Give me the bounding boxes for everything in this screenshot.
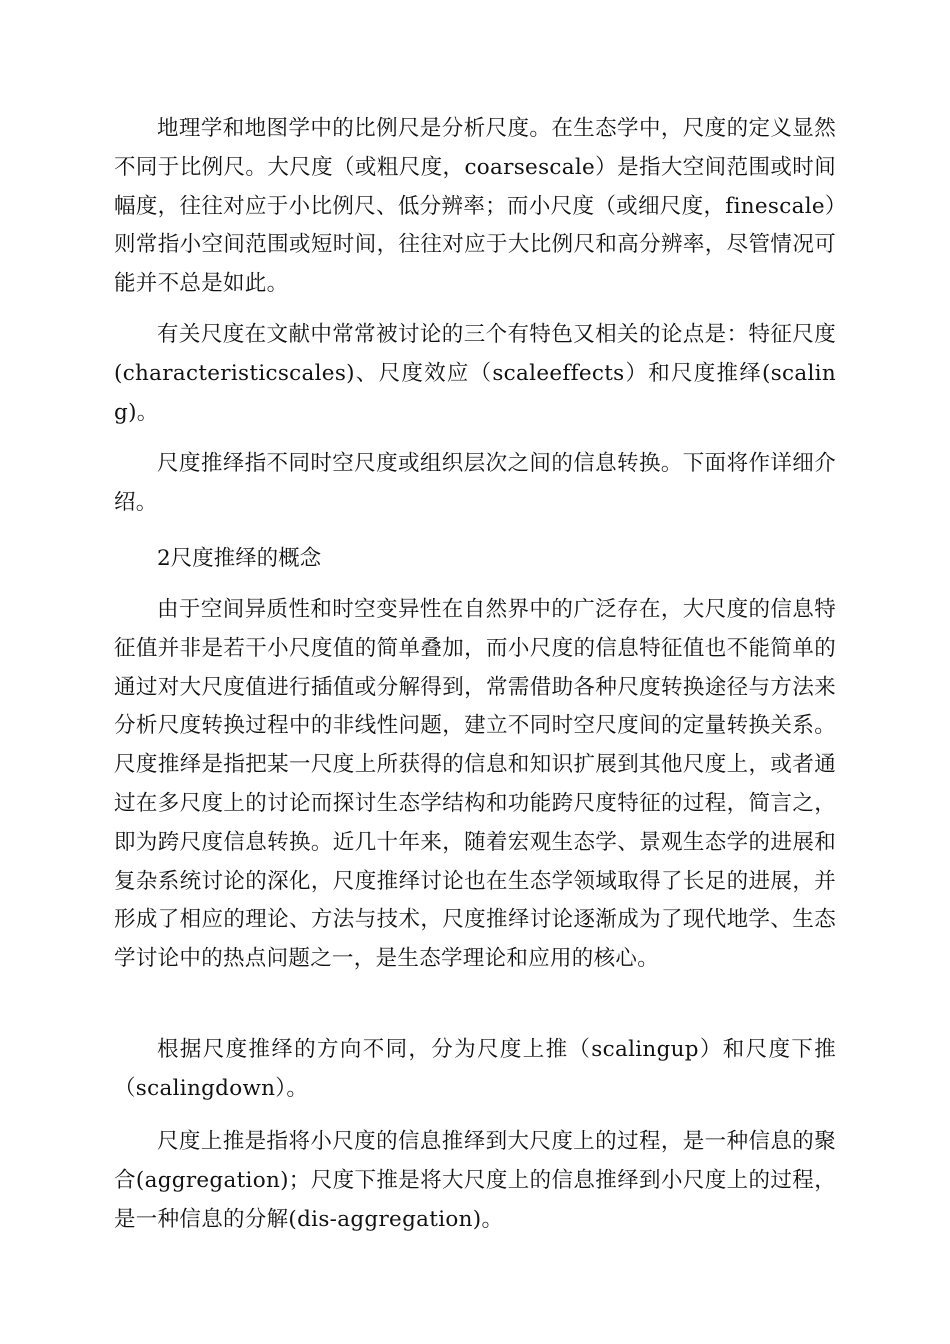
paragraph-scaling-concept: 由于空间异质性和时空变异性在自然界中的广泛存在，大尺度的信息特征值并非是若干小尺度值的简单叠加，而小尺度的信息特征值也不能简单的通过对大尺度值进行插值或分解得到，常需借助各种尺度转换途径与方法来分析尺度转换过程中的非线性问题，建立不同时空尺度间的定量转换关系。尺度推绎是指把某一尺度上所获得的信息和知识扩展到其他尺度上，或者通过在多尺度上的讨论而探讨生态学结构和功能跨尺度特征的过程，简言之，即为跨尺度信息转换。近几十年来，随着宏观生态学、景观生态学的进展和复杂系统讨论的深化，尺度推绎讨论也在生态学领域取得了长足的进展，并形成了相应的理论、方法与技术，尺度推绎讨论逐渐成为了现代地学、生态学讨论中的热点问题之一，是生态学理论和应用的核心。 (114, 597, 836, 972)
paragraph-scaling-direction: 根据尺度推绎的方向不同，分为尺度上推（scalingup）和尺度下推（scalingdown）。 (114, 1037, 836, 1101)
paragraph-scale-topics: 有关尺度在文献中常常被讨论的三个有特色又相关的论点是：特征尺度(characteristicscales)、尺度效应（scaleeffects）和尺度推绎(scaling)。 (114, 322, 836, 425)
paragraph-scale-definition: 地理学和地图学中的比例尺是分析尺度。在生态学中，尺度的定义显然不同于比例尺。大尺度（或粗尺度，coarsescale）是指大空间范围或时间幅度，往往对应于小比例尺、低分辨率；而小尺度（或细尺度，finescale）则常指小空间范围或短时间，往往对应于大比例尺和高分辨率，尽管情况可能并不总是如此。 (114, 116, 836, 297)
section-heading: 2尺度推绎的概念 (157, 546, 322, 571)
paragraph-scaling-intro: 尺度推绎指不同时空尺度或组织层次之间的信息转换。下面将作详细介绍。 (114, 451, 836, 515)
paragraph-scaling-up-down: 尺度上推是指将小尺度的信息推绎到大尺度上的过程，是一种信息的聚合(aggregation)；尺度下推是将大尺度上的信息推绎到小尺度上的过程，是一种信息的分解(dis-aggregation)。 (114, 1129, 836, 1232)
